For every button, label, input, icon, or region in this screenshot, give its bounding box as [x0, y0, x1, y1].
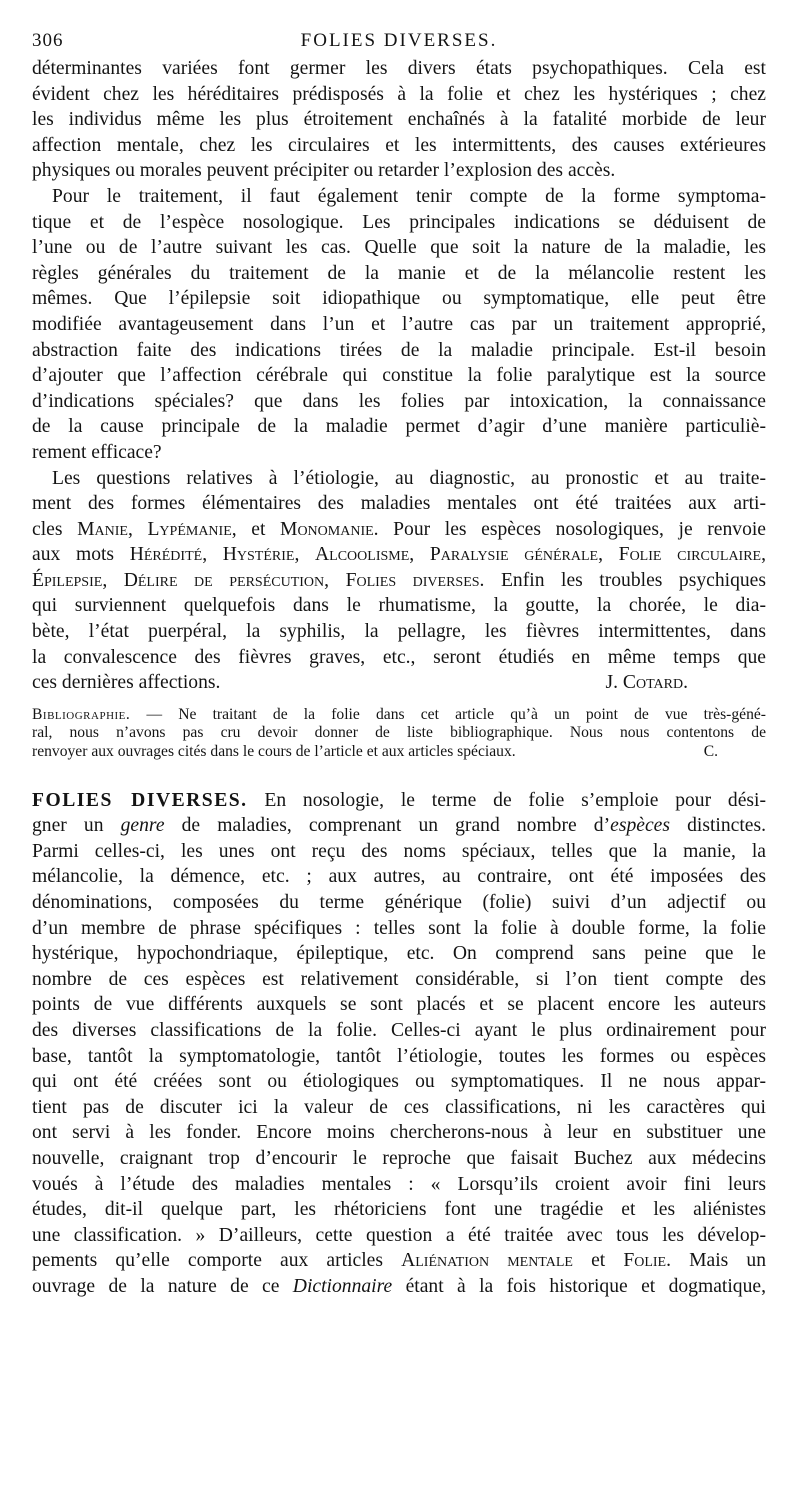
cross-reference: Alcoolisme	[315, 544, 410, 566]
page-number: 306	[32, 30, 64, 51]
cross-reference: Monomanie	[280, 518, 374, 540]
text-line-cross-references: aux mots Hérédité, Hystérie, Alcoolisme, Paralysie générale, Folie circulaire,	[32, 544, 767, 566]
text-line: la convalescence des fièvres graves, etc., seront étudiés en même temps que	[32, 646, 766, 668]
text-line: points de vue différents auxquels se sont placés et se placent encore les auteurs	[32, 994, 766, 1016]
cross-reference: Aliénation mentale	[401, 1250, 573, 1272]
text-line: qui ont été créées sont ou étiologiques ou symptomatiques. Il ne nous appar-	[32, 1071, 766, 1093]
emphasis: Dictionnaire	[292, 1275, 393, 1297]
cross-reference: Folie circulaire	[618, 544, 762, 566]
closing-text: ces dernières affections.	[32, 672, 221, 694]
cross-reference: Hérédité	[129, 544, 203, 566]
text-line: physiques ou morales peuvent précipiter ou retarder l’explosion des accès.	[32, 160, 616, 182]
bibliography-line: Bibliographie. — Ne traitant de la folie dans cet article qu’à un point de vue très-géné-	[32, 705, 766, 723]
cross-reference: Folie	[623, 1250, 667, 1272]
text-line: mêmes. Que l’épilepsie soit idiopathique ou symptomatique, elle peut être	[32, 288, 766, 310]
author-signature: J. Cotard.	[605, 672, 688, 694]
text-line: de la cause principale de la maladie permet d’agir d’une manière particuliè-	[32, 416, 766, 438]
entry-heading: FOLIES DIVERSES.	[32, 789, 248, 811]
text-line: tique et de l’espèce nosologique. Les principales indications se déduisent de	[32, 211, 766, 233]
text-line: dénominations, composées du terme générique (folie) suivi d’un adjectif ou	[32, 892, 766, 913]
text-line: ment des formes élémentaires des maladies mentales ont été traitées aux arti-	[32, 493, 766, 515]
article-folies-diverses	[32, 788, 766, 1300]
text-line: affection mentale, chez les circulaires et les intermittents, des causes extérieures	[32, 134, 766, 156]
text-line: d’ajouter que l’affection cérébrale qui constitue la folie paralytique est la source	[32, 365, 766, 387]
text-line: une classification. » D’ailleurs, cette question a été traitée avec tous les dévelop-	[32, 1224, 766, 1246]
bibliography-note	[32, 706, 766, 762]
text-line: des diverses classifications de la folie. Celles-ci ayant le plus ordinairement pour	[32, 1019, 766, 1041]
text-line: règles générales du traitement de la manie et de la mélancolie restent les	[32, 262, 766, 284]
text-line-cross-references: cles Manie, Lypémanie, et Monomanie. Pour les espèces nosologiques, je renvoie	[32, 518, 767, 540]
text-line: nouvelle, craignant trop d’encourir le reproche que faisait Buchez aux médecins	[32, 1147, 766, 1169]
text-line: hystérique, hypochondriaque, épileptique, etc. On comprend sans peine que le	[32, 943, 766, 965]
text-line: études, dit-il quelque part, les rhétoriciens font une tragédie et les aliénistes	[32, 1199, 766, 1221]
text-line: qui surviennent quelquefois dans le rhumatisme, la goutte, la chorée, le dia-	[32, 595, 766, 617]
text-line: d’indications spéciales? que dans les folies par intoxication, la connaissance	[32, 390, 766, 412]
cross-reference: Folies diverses	[345, 569, 480, 591]
text-line: Pour le traitement, il faut également tenir compte de la forme symptoma-	[52, 185, 766, 207]
cross-reference: Manie	[77, 518, 128, 540]
section-treatment	[32, 56, 766, 696]
text-line: voués à l’étude des maladies mentales : « Lorsqu’ils croient avoir fini leurs	[32, 1173, 766, 1195]
text-line: ouvrage de la nature de ce Dictionnaire étant à la fois historique et dogmatique,	[32, 1275, 766, 1297]
text-line: mélancolie, la démence, etc. ; aux autres, au contraire, ont été imposées des	[32, 866, 766, 888]
text-line: les individus même les plus étroitement enchaînés à la fatalité morbide de leur	[32, 109, 766, 131]
bibliography-signature: C.	[703, 743, 718, 761]
text-line: gner un genre de maladies, comprenant un grand nombre d’espèces distinctes.	[32, 815, 766, 837]
text-line-entry-head: FOLIES DIVERSES. En nosologie, le terme de folie s’emploie pour dési-	[32, 789, 766, 811]
text-line: bète, l’état puerpéral, la syphilis, la pellagre, les fièvres intermittentes, dans	[32, 621, 766, 643]
bibliography-label: Bibliographie.	[32, 705, 131, 723]
text-line-cross-references: pements qu’elle comporte aux articles Aliénation mentale et Folie. Mais un	[32, 1250, 766, 1272]
running-head	[32, 30, 766, 56]
text-line: modifiée avantageusement dans l’un et l’autre cas par un traitement approprié,	[32, 313, 766, 335]
text-line: ont servi à les fonder. Encore moins chercherons-nous à leur en substituer une	[32, 1122, 766, 1144]
cross-reference: Délire de persécution	[123, 569, 325, 591]
closing-line	[32, 670, 766, 696]
text-line: l’une ou de l’autre suivant les cas. Quelle que soit la nature de la maladie, les	[32, 237, 766, 259]
text-line: abstraction faite des indications tirées de la maladie principale. Est-il besoin	[32, 339, 766, 361]
text-line: d’un membre de phrase spécifiques : telles sont la folie à double forme, la folie	[32, 917, 766, 939]
bibliography-line: renvoyer aux ouvrages cités dans le cours de l’article et aux articles spéciaux. C.	[32, 743, 718, 761]
emphasis: genre	[120, 815, 165, 837]
text-line: nombre de ces espèces est relativement considérable, si l’on tient compte des	[32, 968, 766, 990]
book-page	[32, 30, 766, 1300]
text-line: rement efficace?	[32, 441, 162, 463]
emphasis: espèces	[610, 815, 670, 837]
cross-reference: Paralysie générale	[429, 544, 599, 566]
text-line: Les questions relatives à l’étiologie, au diagnostic, au pronostic et au traite-	[52, 467, 766, 489]
text-line: base, tantôt la symptomatologie, tantôt l’étiologie, toutes les formes ou espèces	[32, 1045, 766, 1067]
text-line: Parmi celles-ci, les unes ont reçu des noms spéciaux, telles que la manie, la	[32, 840, 766, 862]
bibliography-line: ral, nous n’avons pas cru devoir donner de liste bibliographique. Nous nous contentons de	[32, 724, 766, 742]
text-line: tient pas de discuter ici la valeur de ces classifications, ni les caractères qui	[32, 1096, 766, 1118]
running-title: FOLIES DIVERSES.	[300, 30, 498, 51]
cross-reference: Épilepsie	[32, 569, 103, 591]
cross-reference: Lypémanie	[147, 518, 232, 540]
text-line-cross-references: Épilepsie, Délire de persécution, Folies diverses. Enfin les troubles psychiques	[32, 569, 767, 591]
text-line: déterminantes variées font germer les divers états psychopathiques. Cela est	[32, 58, 766, 79]
cross-reference: Hystérie	[222, 544, 295, 566]
text-line: évident chez les héréditaires prédisposés à la folie et chez les hystériques ; chez	[32, 83, 766, 105]
